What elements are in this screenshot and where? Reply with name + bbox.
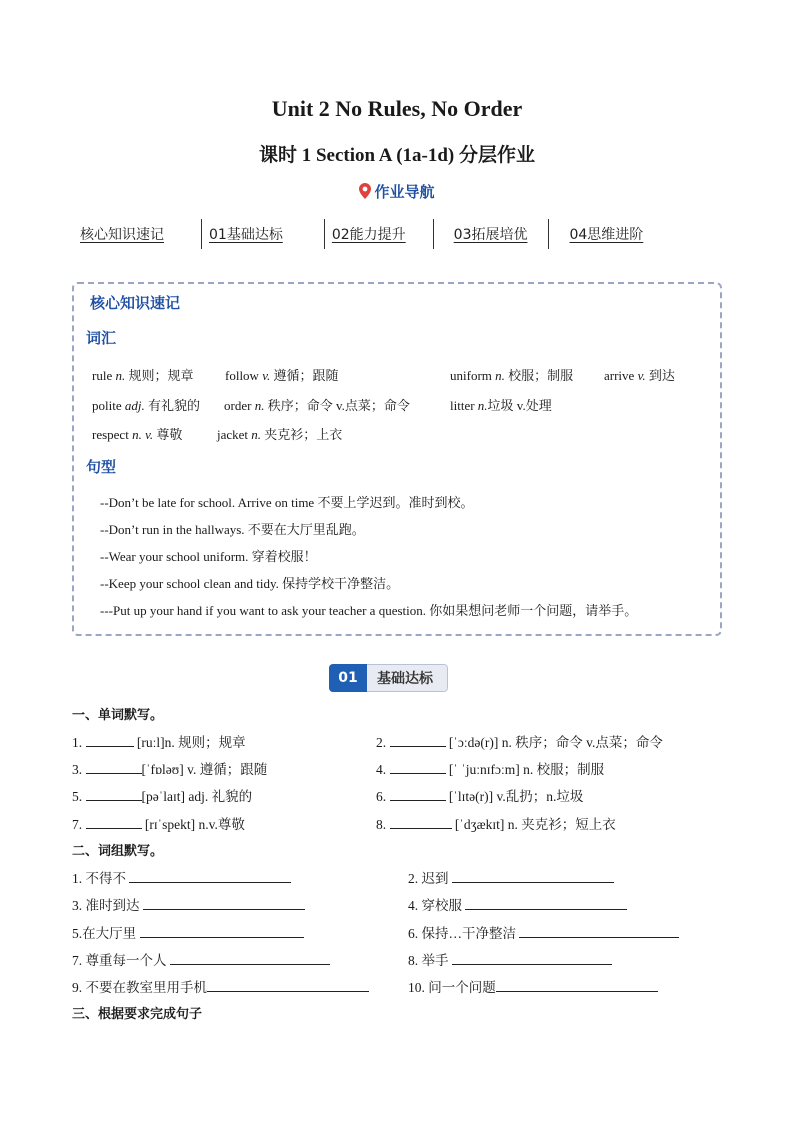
- vocab-heading: 词汇: [86, 329, 117, 347]
- phrase-question: 4. 穿校服: [408, 894, 627, 914]
- sentence-item: --Don’t run in the hallways. 不要在大厅里乱跑。: [100, 522, 365, 537]
- part3-heading: 三、根据要求完成句子: [72, 1007, 203, 1022]
- answer-blank[interactable]: [452, 871, 614, 883]
- section-label: 基础达标: [367, 664, 448, 692]
- sentence-item: ---Put up your hand if you want to ask your teacher a question. 你如果想问老师一个问题，请举手。: [100, 603, 638, 618]
- answer-blank[interactable]: [86, 789, 142, 801]
- word-question: 1. [ruːl]n. 规则；规章: [72, 735, 246, 750]
- phrase-question: 9. 不要在教室里用手机: [72, 976, 369, 996]
- vocab-item: respect n. v. 尊敬: [92, 427, 183, 442]
- section-01-badge: [329, 664, 448, 692]
- vocab-item: follow v. 遵循；跟随: [225, 368, 339, 383]
- page-subtitle: 课时 1 Section A (1a-1d) 分层作业: [258, 145, 536, 166]
- answer-blank[interactable]: [86, 762, 142, 774]
- vocab-item: uniform n. 校服；制服: [450, 368, 574, 383]
- vocab-item: rule n. 规则；规章: [92, 368, 194, 383]
- nav-heading-text: 作业导航: [374, 183, 435, 201]
- vocab-item: jacket n. 夹克衫；上衣: [217, 427, 343, 442]
- answer-blank[interactable]: [86, 817, 142, 829]
- word-question: 6. [ˈlɪtə(r)] v.乱扔；n.垃圾: [376, 789, 584, 804]
- nav-link-03[interactable]: 03拓展培优: [453, 227, 528, 243]
- sentence-item: --Wear your school uniform. 穿着校服！: [100, 549, 317, 564]
- answer-blank[interactable]: [140, 926, 304, 938]
- page-title: Unit 2 No Rules, No Order: [271, 96, 523, 121]
- word-question: 8. [ˈdʒækɪt] n. 夹克衫；短上衣: [376, 817, 616, 832]
- phrase-question: 10. 问一个问题: [408, 976, 658, 996]
- sentence-item: --Keep your school clean and tidy. 保持学校干净整洁。: [100, 576, 400, 591]
- answer-blank[interactable]: [207, 980, 369, 992]
- answer-blank[interactable]: [390, 735, 446, 747]
- word-question: 3. [ˈfɒləʊ] v. 遵循；跟随: [72, 762, 268, 777]
- answer-blank[interactable]: [496, 980, 658, 992]
- answer-blank[interactable]: [170, 953, 330, 965]
- nav-heading: [0, 181, 794, 203]
- nav-divider: [433, 219, 434, 249]
- homework-nav-bar: [72, 218, 722, 250]
- core-knowledge-title: 核心知识速记: [90, 294, 181, 312]
- answer-blank[interactable]: [452, 953, 612, 965]
- vocab-item: polite adj. 有礼貌的: [92, 398, 200, 413]
- phrase-question: 1. 不得不: [72, 867, 291, 887]
- phrase-question: 2. 迟到: [408, 867, 614, 887]
- phrase-question: 6. 保持…干净整洁: [408, 922, 679, 942]
- word-question: 7. [rɪˈspekt] n.v.尊敬: [72, 817, 245, 832]
- sentence-item: --Don’t be late for school. Arrive on time 不要上学迟到。准时到校。: [100, 495, 474, 510]
- word-question: 4. [ˈ ˈjuːnɪfɔːm] n. 校服；制服: [376, 762, 605, 777]
- nav-link-core[interactable]: 核心知识速记: [80, 227, 164, 243]
- answer-blank[interactable]: [390, 817, 452, 829]
- answer-blank[interactable]: [390, 762, 446, 774]
- word-question: 5. [pəˈlaɪt] adj. 礼貌的: [72, 789, 253, 804]
- nav-link-02[interactable]: 02能力提升: [331, 227, 406, 243]
- nav-divider: [201, 219, 202, 249]
- nav-link-01[interactable]: 01基础达标: [209, 227, 283, 243]
- part1-heading: 一、单词默写。: [72, 708, 164, 723]
- vocab-item: arrive v. 到达: [604, 368, 675, 383]
- part2-heading: 二、词组默写。: [72, 844, 164, 859]
- answer-blank[interactable]: [390, 789, 446, 801]
- nav-divider: [324, 219, 325, 249]
- section-number: 01: [329, 664, 367, 692]
- phrase-question: 3. 准时到达: [72, 894, 305, 914]
- phrase-question: 7. 尊重每一个人: [72, 949, 330, 969]
- word-question: 2. [ˈɔːdə(r)] n. 秩序；命令 v.点菜；命令: [376, 735, 663, 750]
- vocab-item: litter n.垃圾 v.处理: [450, 398, 552, 413]
- answer-blank[interactable]: [86, 735, 134, 747]
- phrase-question: 5.在大厅里: [72, 922, 304, 942]
- location-pin-icon: [359, 183, 371, 203]
- answer-blank[interactable]: [129, 871, 291, 883]
- vocab-item: order n. 秩序；命令 v.点菜；命令: [224, 398, 410, 413]
- sentence-heading: 句型: [86, 458, 117, 476]
- nav-link-04[interactable]: 04思维进阶: [569, 227, 644, 243]
- answer-blank[interactable]: [465, 898, 627, 910]
- answer-blank[interactable]: [143, 898, 305, 910]
- phrase-question: 8. 举手: [408, 949, 612, 969]
- answer-blank[interactable]: [519, 926, 679, 938]
- nav-divider: [548, 219, 549, 249]
